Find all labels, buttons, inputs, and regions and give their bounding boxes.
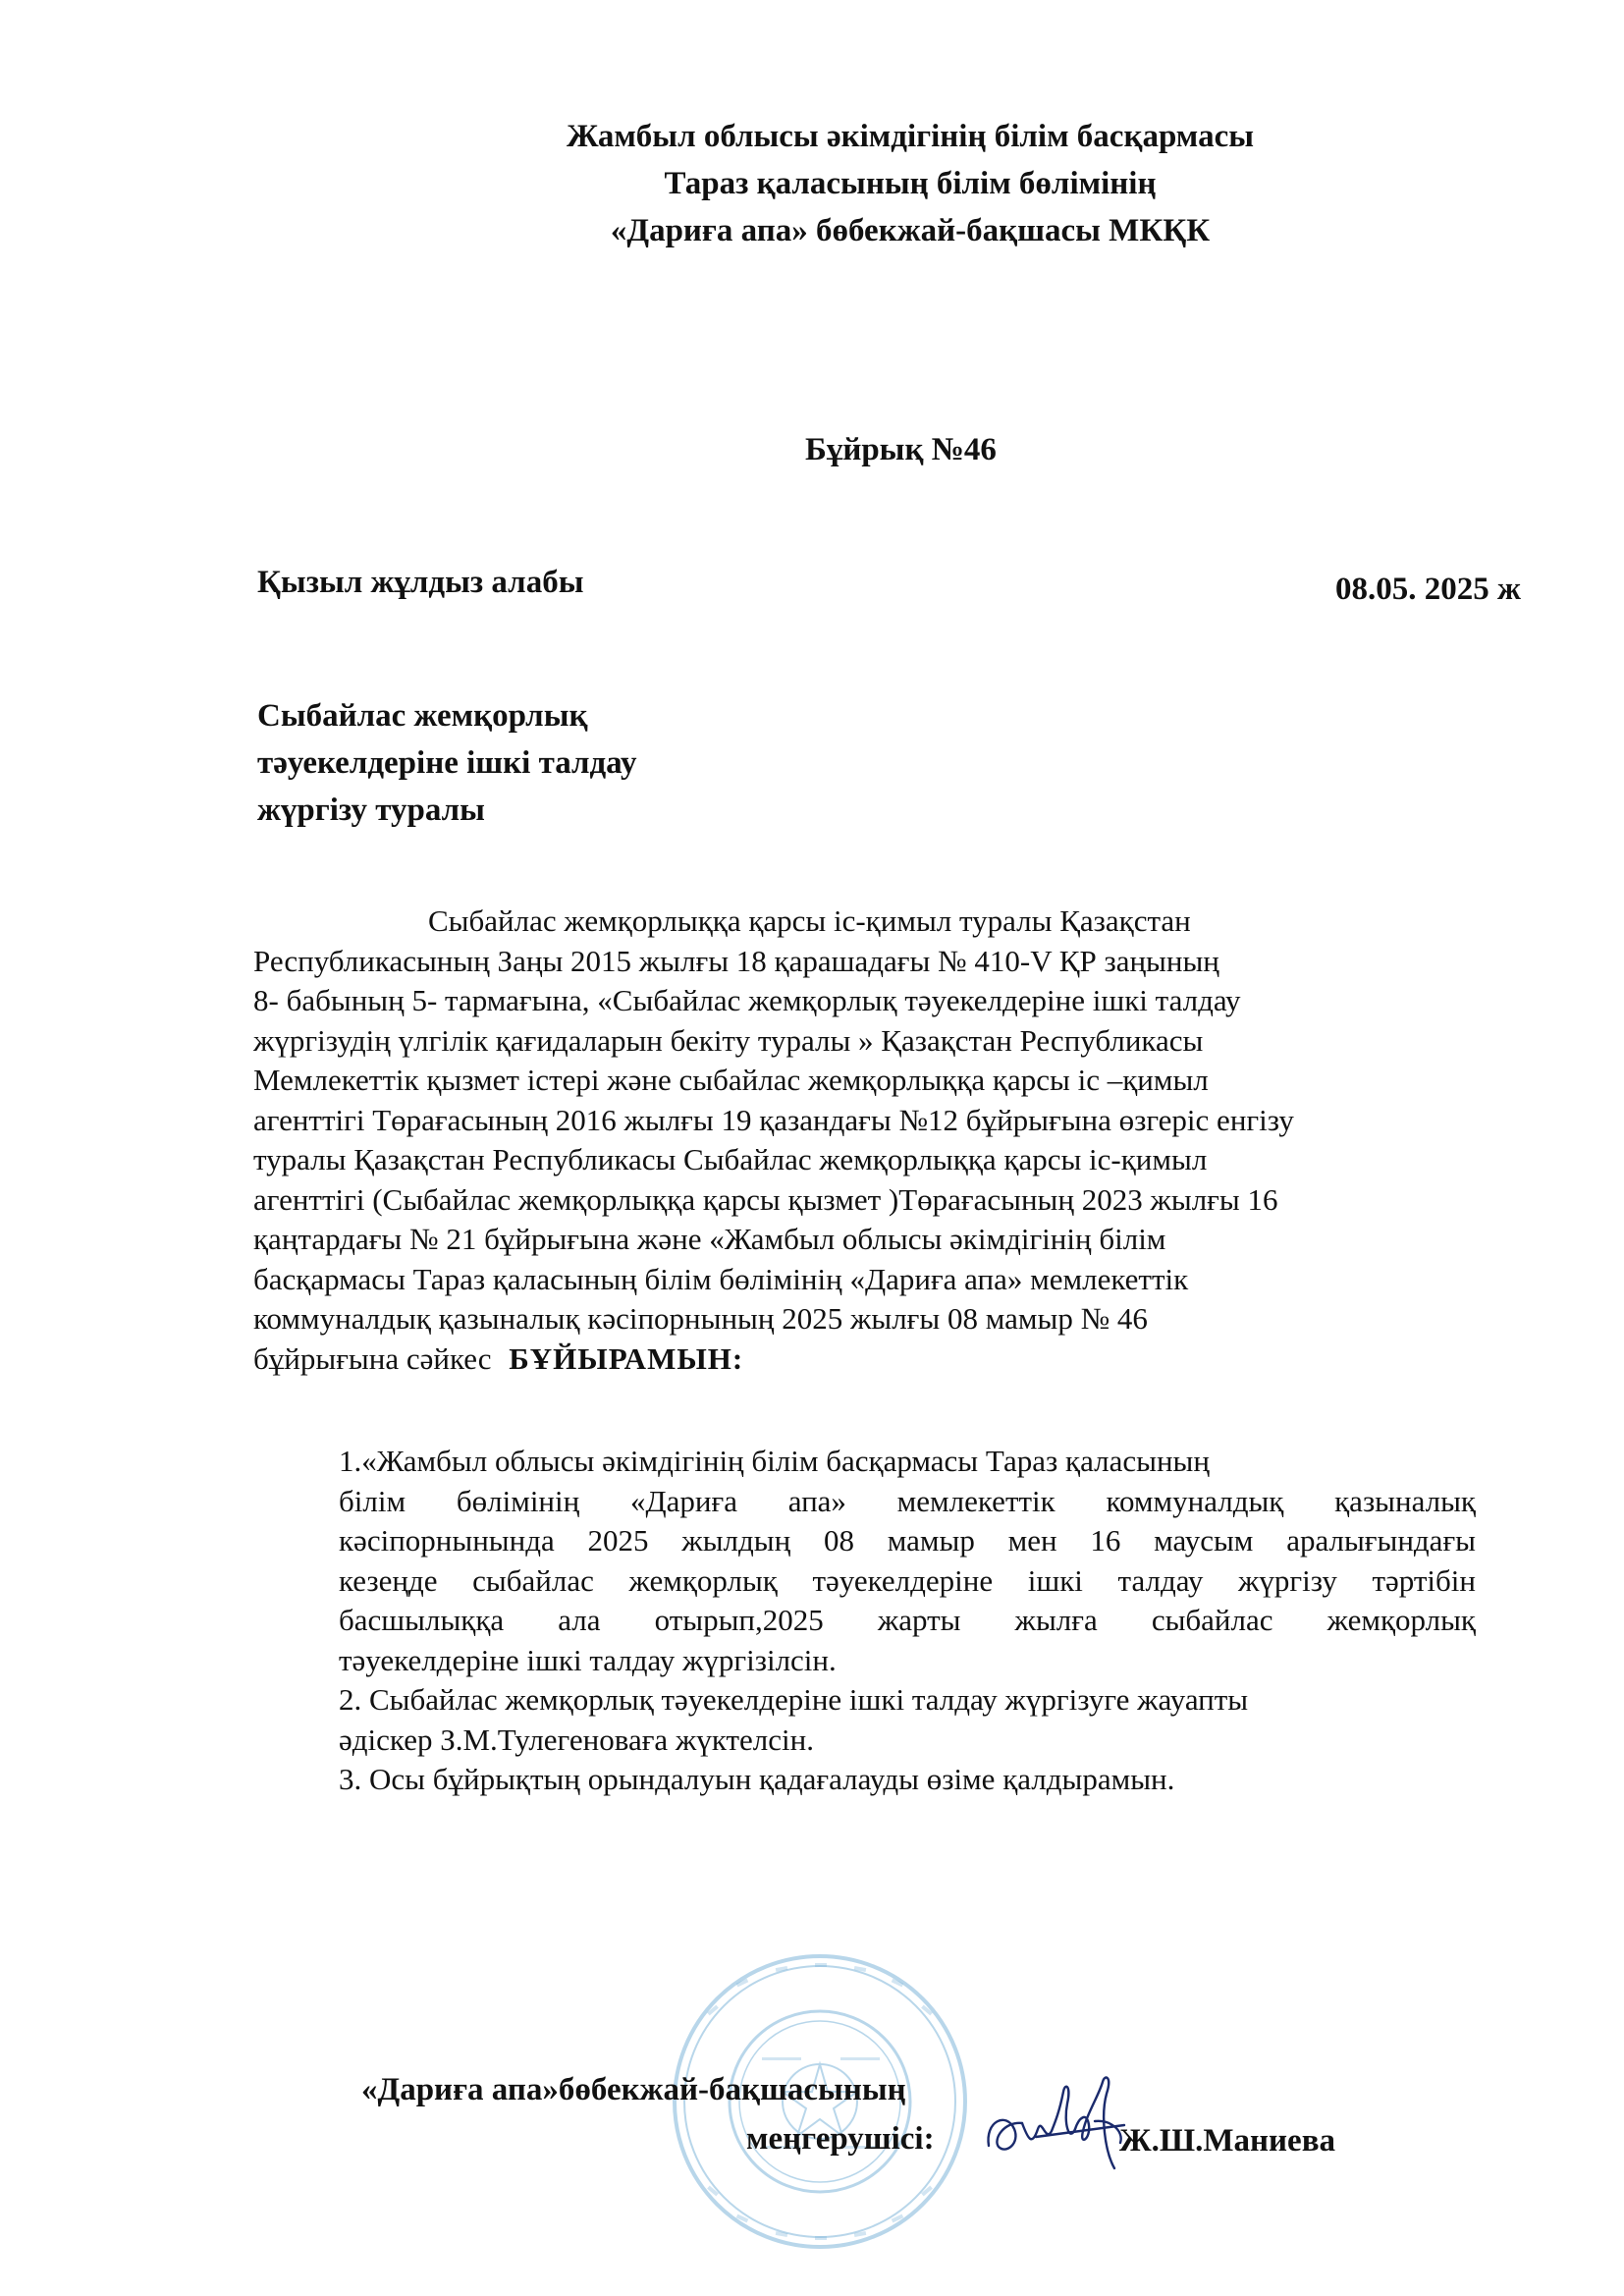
handwritten-signature bbox=[977, 2052, 1154, 2190]
order-command: БҰЙЫРАМЫН: bbox=[509, 1340, 744, 1376]
preamble-last-text: бұйрығына сәйкес bbox=[253, 1340, 492, 1376]
preamble-line: туралы Қазақстан Республикасы Сыбайлас жемқорлыққа қарсы іс-қимыл bbox=[253, 1142, 1208, 1176]
signature-role: меңгерушісі: bbox=[746, 2121, 935, 2157]
header-line-1: Жамбыл облысы әкімдігінің білім басқармасы bbox=[567, 119, 1254, 154]
item-1-line: басшылыққа ала отырып,2025 жарты жылға сыбайлас жемқорлық bbox=[339, 1603, 1476, 1637]
preamble-line: Республикасының Заңы 2015 жылғы 18 қарашадағы № 410-V ҚР заңының bbox=[253, 943, 1219, 978]
item-2-line: әдіскер З.М.Тулегеноваға жүктелсін. bbox=[339, 1722, 814, 1757]
order-date: 08.05. 2025 ж bbox=[1335, 572, 1521, 607]
item-1-line: 1.«Жамбыл облысы әкімдігінің білім басқармасы Тараз қаласының bbox=[339, 1444, 1210, 1478]
item-1-line: білім бөлімінің «Дариға апа» мемлекеттік коммуналдық қазыналық bbox=[339, 1483, 1476, 1518]
preamble-line: Мемлекеттік қызмет істері және сыбайлас жемқорлыққа қарсы іс –қимыл bbox=[253, 1063, 1209, 1097]
header-line-3: «Дариға апа» бөбекжай-бақшасы МКҚК bbox=[610, 213, 1211, 248]
preamble-last-line bbox=[253, 1339, 1500, 1380]
document-header bbox=[0, 113, 1624, 254]
signatory-name: Ж.Ш.Маниева bbox=[1119, 2123, 1336, 2159]
order-place: Қызыл жұлдыз алабы bbox=[257, 565, 584, 600]
preamble-line: қаңтардағы № 21 бұйрығына және «Жамбыл облысы әкімдігінің білім bbox=[253, 1222, 1166, 1256]
preamble-line: коммуналдық қазыналық кәсіпорнының 2025 жылғы 08 мамыр № 46 bbox=[253, 1301, 1148, 1336]
item-2-line: 2. Сыбайлас жемқорлық тәуекелдеріне ішкі талдау жүргізуге жауапты bbox=[339, 1682, 1249, 1717]
order-title: Бұйрық №46 bbox=[805, 432, 997, 467]
preamble-line: агенттігі Төрағасының 2016 жылғы 19 қазандағы №12 бұйрығына өзгеріс енгізу bbox=[253, 1102, 1294, 1137]
preamble-line: жүргізудің үлгілік қағидаларын бекіту туралы » Қазақстан Республикасы bbox=[253, 1022, 1204, 1058]
item-1-line: кәсіпорнынында 2025 жылдың 08 мамыр мен 16 маусым аралығындағы bbox=[339, 1523, 1476, 1558]
subject-line-1: Сыбайлас жемқорлық bbox=[257, 698, 588, 734]
item-3-line: 3. Осы бұйрықтың орындалуын қадағалауды өзіме қалдырамын. bbox=[339, 1762, 1175, 1796]
preamble-line: Сыбайлас жемқорлыққа қарсы іс-қимыл туралы Қазақстан bbox=[428, 903, 1191, 938]
header-line-2: Тараз қаласының білім бөлімінің bbox=[664, 166, 1157, 201]
item-1-line: тәуекелдеріне ішкі талдау жүргізілсін. bbox=[339, 1642, 837, 1677]
subject-line-3: жүргізу туралы bbox=[257, 793, 485, 828]
item-1-line: кезеңде сыбайлас жемқорлық тәуекелдеріне ішкі талдау жүргізу тәртібін bbox=[339, 1562, 1476, 1598]
preamble-line: агенттігі (Сыбайлас жемқорлыққа қарсы қызмет )Төрағасының 2023 жылғы 16 bbox=[253, 1181, 1278, 1217]
signature-organization: «Дариға апа»бөбекжай-бақшасының bbox=[361, 2072, 906, 2107]
preamble-line: 8- бабының 5- тармағына, «Сыбайлас жемқорлық тәуекелдеріне ішкі талдау bbox=[253, 983, 1241, 1017]
order-subject bbox=[257, 692, 637, 834]
preamble-text bbox=[253, 902, 1500, 1379]
preamble-line: басқармасы Тараз қаласының білім бөлімінің «Дариға апа» мемлекеттік bbox=[253, 1261, 1189, 1296]
subject-line-2: тәуекелдеріне ішкі талдау bbox=[257, 745, 637, 781]
order-items bbox=[339, 1442, 1476, 1800]
